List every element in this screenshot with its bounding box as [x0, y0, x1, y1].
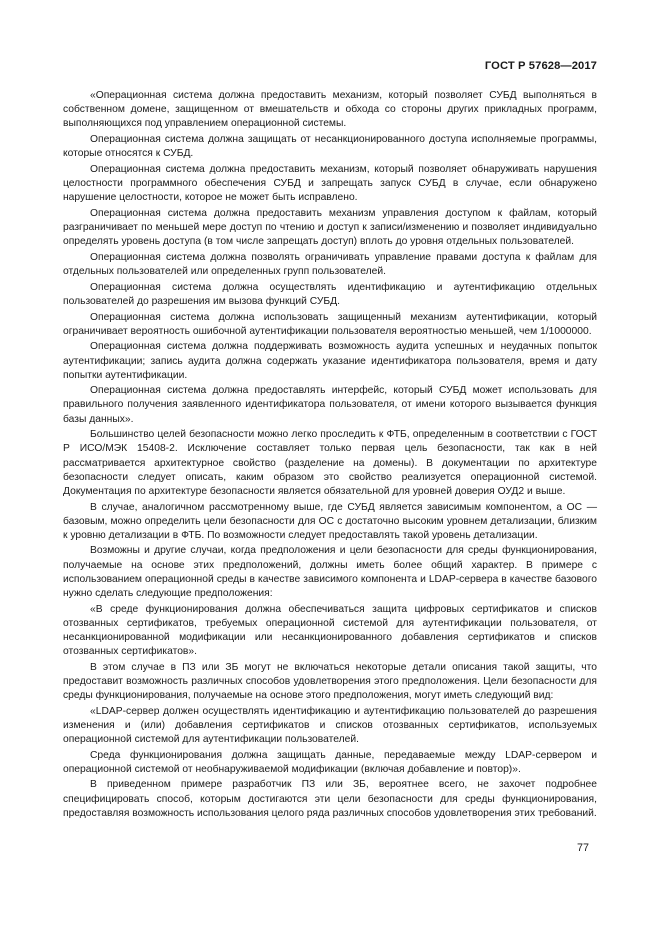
- paragraph: Операционная система должна позволять ограничивать управление правами доступа к файлам для отдельных пользователей или определенных групп пользователей.: [63, 251, 597, 277]
- paragraph: Возможны и другие случаи, когда предположения и цели безопасности для среды функционирования, получаемые на основе этих предположений, должны иметь более общий характер. В примере с использованием операционной среды в качестве зависимого компонента и LDAP-сервера в качестве базового нужно сделать следующие предположения:: [63, 545, 597, 599]
- paragraph: Операционная система должна поддерживать возможность аудита успешных и неудачных попыток аутентификации; запись аудита должна содержать указание идентификатора пользователя, время и дату попытки аутентификации.: [63, 341, 597, 381]
- paragraph: Большинство целей безопасности можно легко проследить к ФТБ, определенным в соответствии с ГОСТ Р ИСО/МЭК 15408-2. Исключение составляет только первая цель безопасности, так как в ней рассматривается архитектурное свойство (разделение на домены). В документации по архитектуре безопасности следует описать, каким образом это свойство реализуется операционной системой. Документация по архитектуре безопасности является обязательной для уровней доверия ОУД2 и выше.: [63, 429, 597, 497]
- paragraph: Операционная система должна предоставить механизм управления доступом к файлам, который разграничивает по меньшей мере доступ по чтению и доступ к записи/изменению и позволяет индивидуально определять уровень доступа (в том числе запрещать доступ) вплоть до уровня отдельных пользователей.: [63, 207, 597, 247]
- document-body: [63, 89, 597, 822]
- paragraph: В приведенном примере разработчик ПЗ или ЗБ, вероятнее всего, не захочет подробнее специфицировать способ, которым достигаются эти цели безопасности для среды функционирования, предоставляя возможность использования целого ряда различных способов удовлетворения этих требований.: [63, 779, 597, 819]
- paragraph: В случае, аналогичном рассмотренному выше, где СУБД является зависимым компонентом, а ОС — базовым, можно определить цели безопасности для ОС с достаточно высоким уровнем детализации, близким к уровню детализации в ФТБ. По возможности следует предоставлять такой уровень детализации.: [63, 501, 597, 541]
- paragraph: Операционная система должна использовать защищенный механизм аутентификации, который ограничивает вероятность ошибочной аутентификации пользователя вероятностью меньшей, чем 1/1000000.: [63, 311, 597, 337]
- paragraph: Операционная система должна осуществлять идентификацию и аутентификацию отдельных пользователей до разрешения им вызова функций СУБД.: [63, 281, 597, 307]
- document-header: ГОСТ Р 57628—2017: [484, 60, 597, 72]
- paragraph: «В среде функционирования должна обеспечиваться защита цифровых сертификатов и списков отозванных сертификатов, требуемых операционной системой для аутентификации пользователя, от несанкционированной модификации или несанкционированного добавления сертификатов и списков отозванных сертификатов».: [63, 603, 597, 657]
- paragraph: Операционная система должна предоставить механизм, который позволяет обнаруживать нарушения целостности программного обеспечения СУБД и запрещать запуск СУБД в случае, если обнаружено нарушение целостности, которое не может быть исправлено.: [63, 163, 597, 204]
- paragraph: Операционная система должна предоставлять интерфейс, который СУБД может использовать для правильного получения заявленного идентификатора пользователя, от имени которого вызывается функция базы данных».: [63, 385, 597, 425]
- paragraph: Операционная система должна защищать от несанкционированного доступа исполняемые программы, которые относятся к СУБД.: [63, 133, 597, 160]
- paragraph: «Операционная система должна предоставить механизм, который позволяет СУБД выполняться в собственном домене, защищенном от вмешательств и обхода со стороны других прикладных программ, выполняющихся под управлением операционной системы.: [63, 90, 597, 130]
- page-number: 77: [576, 842, 589, 854]
- paragraph: «LDAP-сервер должен осуществлять идентификацию и аутентификацию пользователей до разрешения изменения и (или) добавления сертификатов и списков отозванных сертификатов, используемых операционной системой для аутентификации пользователей.: [63, 705, 597, 745]
- paragraph: В этом случае в ПЗ или ЗБ могут не включаться некоторые детали описания такой защиты, что предоставит возможность различных способов удовлетворения этого предположения. Цели безопасности для среды функционирования, получаемые на основе этого предположения, могут иметь следующий вид:: [63, 661, 597, 701]
- paragraph: Среда функционирования должна защищать данные, передаваемые между LDAP-сервером и операционной системой от необнаруживаемой модификации (включая добавление и повтор)».: [63, 749, 597, 775]
